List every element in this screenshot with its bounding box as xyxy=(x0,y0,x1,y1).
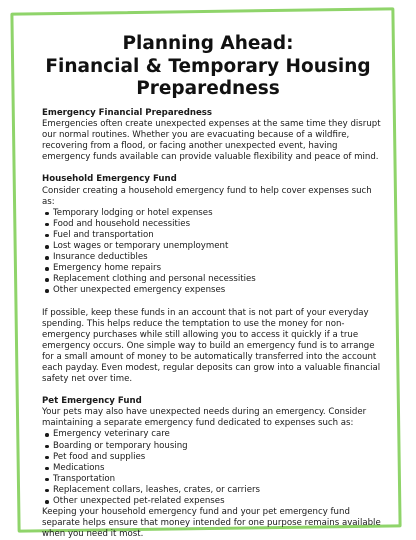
list-item xyxy=(42,285,382,296)
pet-closing-paragraph: Keeping your household emergency fund and your pet emergency fund separate helps ensure that money intended for one purpose remains available when you need it most. xyxy=(42,507,381,540)
list-item xyxy=(42,208,382,219)
bullet-icon xyxy=(45,278,49,282)
household-heading: Household Emergency Fund xyxy=(42,174,177,185)
list-item-text: Temporary lodging or hotel expenses xyxy=(53,207,213,218)
bullet-icon xyxy=(45,433,49,437)
bullet-icon xyxy=(45,489,49,493)
title-line-3: Preparedness xyxy=(136,78,280,99)
bullet-icon xyxy=(45,445,49,449)
bullet-icon xyxy=(45,234,49,238)
list-item-text: Food and household necessities xyxy=(53,218,191,229)
emergency-paragraph: Emergencies often create unexpected expenses at the same time they disrupt our normal routines. Whether you are evacuating because of a wildfire, recovering from a flood, or facing another unexpected event, having emergency funds available can provide valuable flexibility and peace of mind. xyxy=(42,119,381,163)
list-item xyxy=(42,263,382,274)
list-item-text: Other unexpected emergency expenses xyxy=(53,285,226,296)
bullet-icon xyxy=(45,223,49,227)
list-item-text: Medications xyxy=(53,462,105,473)
bullet-icon xyxy=(45,212,49,216)
list-item xyxy=(42,485,382,496)
list-item-text: Replacement collars, leashes, crates, or carriers xyxy=(53,484,261,495)
list-item xyxy=(42,441,382,452)
list-item-text: Lost wages or temporary unemployment xyxy=(53,241,229,252)
list-item xyxy=(42,452,382,463)
household-paragraph: If possible, keep these funds in an account that is not part of your everyday spending. This helps reduce the temptation to use the money for non-emergency purchases while still allowing you to access it quickly if a true emergency occurs. One simple way to build an emergency fund is to arrange for a small amount of money to be automatically transferred into the account each payday. Even modest, regular deposits can grow into a valuable financial safety net over time. xyxy=(42,307,381,385)
spacer xyxy=(42,385,382,396)
list-item-text: Other unexpected pet-related expenses xyxy=(53,496,225,506)
household-expense-list xyxy=(42,208,382,297)
list-item-text: Replacement clothing and personal necessities xyxy=(53,274,256,285)
list-item-text: Transportation xyxy=(53,473,116,484)
bullet-icon xyxy=(45,256,49,260)
bullet-icon xyxy=(45,467,49,471)
list-item xyxy=(42,474,382,485)
list-item xyxy=(42,252,382,263)
list-item-text: Pet food and supplies xyxy=(53,451,146,462)
list-item xyxy=(42,241,382,252)
list-item xyxy=(42,219,382,230)
emergency-heading: Emergency Financial Preparedness xyxy=(42,108,213,118)
spacer xyxy=(42,163,382,174)
document-content xyxy=(42,108,382,540)
list-item-text: Fuel and transportation xyxy=(53,229,154,240)
bullet-icon xyxy=(45,245,49,249)
pet-expense-list xyxy=(42,429,382,507)
spacer xyxy=(42,297,382,308)
title-line-2: Financial & Temporary Housing xyxy=(45,56,371,77)
list-item-text: Boarding or temporary housing xyxy=(53,440,188,451)
list-item xyxy=(42,230,382,241)
list-item xyxy=(42,429,382,440)
list-item xyxy=(42,274,382,285)
bullet-icon xyxy=(45,289,49,293)
bullet-icon xyxy=(45,478,49,482)
household-intro: Consider creating a household emergency fund to help cover expenses such as: xyxy=(42,185,372,207)
bullet-icon xyxy=(45,500,49,504)
pet-intro: Your pets may also have unexpected needs during an emergency. Consider maintaining a separate emergency fund dedicated to expenses such as: xyxy=(42,407,367,429)
list-item-text: Insurance deductibles xyxy=(53,252,148,263)
bullet-icon xyxy=(45,456,49,460)
title-line-1: Planning Ahead: xyxy=(122,33,294,54)
list-item-text: Emergency home repairs xyxy=(53,263,162,274)
bullet-icon xyxy=(45,267,49,271)
list-item xyxy=(42,496,382,507)
pet-heading: Pet Emergency Fund xyxy=(42,396,142,407)
list-item xyxy=(42,463,382,474)
list-item-text: Emergency veterinary care xyxy=(53,429,170,440)
